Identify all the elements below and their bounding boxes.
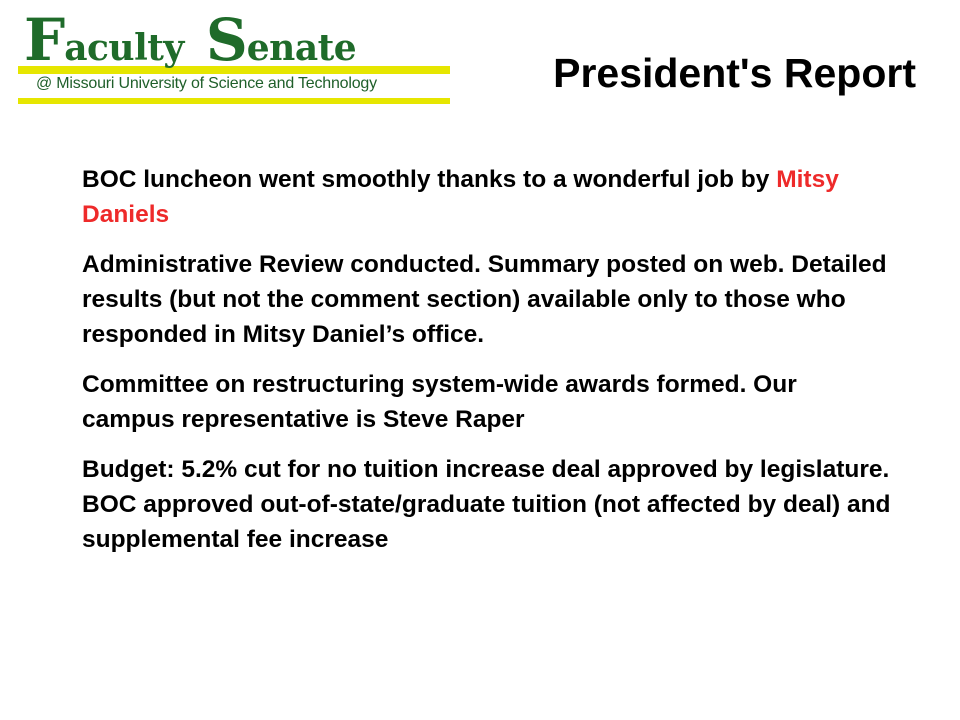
paragraph-boc-luncheon [82, 162, 892, 232]
paragraph-administrative-review: Administrative Review conducted. Summary posted on web. Detailed results (but not the comment section) available only to those who responded in Mitsy Daniel’s office. [82, 251, 887, 348]
slide-body [82, 162, 892, 572]
logo-wordmark [24, 6, 357, 74]
logo-bottom-bar [18, 98, 450, 104]
logo-word2-cap: S [205, 6, 247, 74]
slide-title: President's Report [553, 50, 916, 96]
logo-word1-cap: F [24, 6, 65, 74]
logo-subtitle: @ Missouri University of Science and Technology [36, 75, 377, 92]
paragraph-budget: Budget: 5.2% cut for no tuition increase deal approved by legislature. BOC approved out-of-state/graduate tuition (not affected by deal) and supplemental fee increase [82, 456, 891, 553]
paragraph-text: BOC luncheon went smoothly thanks to a wonderful job by [82, 166, 777, 193]
logo-word1-rest: aculty [64, 27, 184, 69]
faculty-senate-logo [18, 6, 450, 106]
highlighted-name: Mitsy Daniels [82, 166, 839, 228]
paragraph-committee: Committee on restructuring system-wide awards formed. Our campus representative is Steve Raper [82, 371, 797, 433]
logo-word2-rest: enate [246, 27, 357, 69]
